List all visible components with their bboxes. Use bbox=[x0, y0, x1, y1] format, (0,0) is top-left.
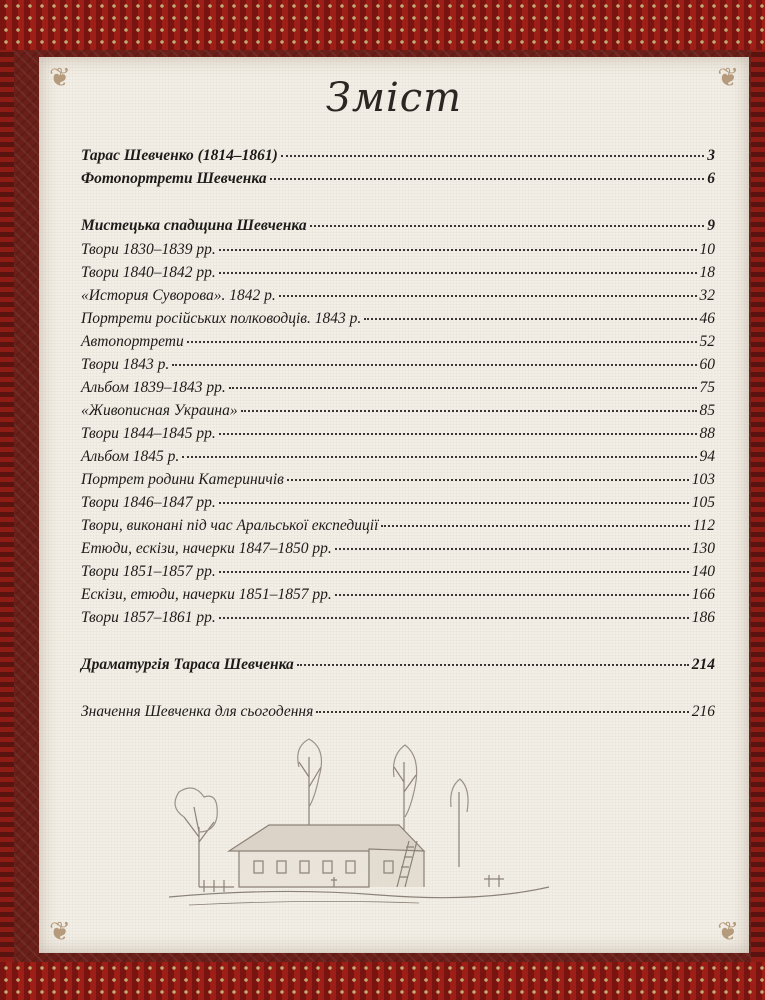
toc-entry[interactable] bbox=[81, 217, 715, 239]
toc-entry-label: Драматургія Тараса Шевченка bbox=[81, 656, 294, 673]
toc-entry-page: 103 bbox=[691, 471, 715, 488]
right-embroidery-band bbox=[751, 50, 765, 962]
house-sketch-illustration bbox=[159, 737, 559, 917]
toc-entry-page: 130 bbox=[691, 540, 715, 557]
dot-leader bbox=[241, 409, 697, 412]
toc-entry[interactable] bbox=[81, 241, 715, 263]
dot-leader bbox=[219, 432, 697, 435]
toc-entry-page: 60 bbox=[699, 356, 715, 373]
corner-ornament-icon: ❦ bbox=[49, 917, 71, 947]
toc-entry-label: Етюди, ескізи, начерки 1847–1850 рр. bbox=[81, 540, 332, 557]
toc-entry-label: Портрети російських полководців. 1843 р. bbox=[81, 310, 362, 327]
dot-leader bbox=[281, 154, 704, 157]
dot-leader bbox=[279, 294, 697, 297]
dot-leader bbox=[172, 363, 696, 366]
dot-leader bbox=[297, 663, 689, 666]
dot-leader bbox=[219, 501, 689, 504]
toc-entry-page: 88 bbox=[699, 425, 715, 442]
toc-entry-page: 46 bbox=[699, 310, 715, 327]
toc-entry-label: «Живописная Украина» bbox=[81, 402, 238, 419]
toc-entry-label: Твори 1830–1839 рр. bbox=[81, 241, 216, 258]
toc-entry[interactable] bbox=[81, 147, 715, 169]
toc-entry[interactable] bbox=[81, 471, 715, 493]
toc-entry-page: 85 bbox=[699, 402, 715, 419]
toc-entry-label: Портрет родини Катериничів bbox=[81, 471, 284, 488]
dot-leader bbox=[219, 570, 689, 573]
toc-entry[interactable] bbox=[81, 402, 715, 424]
dot-leader bbox=[381, 524, 690, 527]
toc-entry-label: Альбом 1839–1843 рр. bbox=[81, 379, 226, 396]
toc-entry[interactable] bbox=[81, 379, 715, 401]
toc-entry-label: Твори 1851–1857 рр. bbox=[81, 563, 216, 580]
toc-entry[interactable] bbox=[81, 563, 715, 585]
corner-ornament-icon: ❦ bbox=[717, 917, 739, 947]
toc-entry[interactable] bbox=[81, 287, 715, 309]
dot-leader bbox=[316, 710, 688, 713]
toc-entry-page: 112 bbox=[692, 517, 715, 534]
toc-entry[interactable] bbox=[81, 310, 715, 332]
toc-entry-page: 214 bbox=[691, 656, 715, 673]
toc-entry[interactable] bbox=[81, 517, 715, 539]
toc-entry-label: Твори 1840–1842 рр. bbox=[81, 264, 216, 281]
toc-entry-label: Твори, виконані під час Аральської експедиції bbox=[81, 517, 379, 534]
bottom-embroidery-border bbox=[0, 962, 765, 1000]
toc-entry-label: Тарас Шевченко (1814–1861) bbox=[81, 147, 278, 164]
toc-entry-label: Альбом 1845 р. bbox=[81, 448, 180, 465]
toc-entry[interactable] bbox=[81, 609, 715, 631]
dot-leader bbox=[219, 248, 697, 251]
toc-entry[interactable] bbox=[81, 494, 715, 516]
toc-entry-label: Твори 1846–1847 рр. bbox=[81, 494, 216, 511]
dot-leader bbox=[219, 616, 689, 619]
toc-entry-label: Твори 1844–1845 рр. bbox=[81, 425, 216, 442]
toc-entry[interactable] bbox=[81, 333, 715, 355]
left-embroidery-band bbox=[0, 50, 14, 962]
page-title: Зміст bbox=[325, 75, 463, 121]
toc-entry[interactable] bbox=[81, 586, 715, 608]
contents-page bbox=[39, 57, 749, 953]
toc-entry-page: 9 bbox=[707, 217, 715, 234]
toc-entry-label: Значення Шевченка для сьогодення bbox=[81, 703, 314, 720]
dot-leader bbox=[364, 317, 696, 320]
dot-leader bbox=[310, 224, 705, 227]
toc-entry-label: Твори 1857–1861 рр. bbox=[81, 609, 216, 626]
dot-leader bbox=[287, 478, 689, 481]
toc-entry-page: 186 bbox=[691, 609, 715, 626]
toc-entry-label: «История Суворова». 1842 р. bbox=[81, 287, 276, 304]
dot-leader bbox=[182, 455, 696, 458]
toc-entry-page: 140 bbox=[691, 563, 715, 580]
toc-entry[interactable] bbox=[81, 264, 715, 286]
toc-entry-page: 6 bbox=[707, 170, 715, 187]
dot-leader bbox=[187, 340, 697, 343]
toc-entry-page: 10 bbox=[699, 241, 715, 258]
dot-leader bbox=[229, 386, 697, 389]
toc-entry[interactable] bbox=[81, 170, 715, 192]
toc-entry-page: 216 bbox=[691, 703, 715, 720]
dot-leader bbox=[335, 593, 689, 596]
toc-entry[interactable] bbox=[81, 540, 715, 562]
toc-entry-label: Автопортрети bbox=[81, 333, 184, 350]
toc-entry-page: 3 bbox=[707, 147, 715, 164]
toc-entry-page: 75 bbox=[699, 379, 715, 396]
toc-entry-page: 18 bbox=[699, 264, 715, 281]
toc-entry-page: 105 bbox=[691, 494, 715, 511]
corner-ornament-icon: ❦ bbox=[717, 63, 739, 93]
toc-entry[interactable] bbox=[81, 703, 715, 725]
top-embroidery-border bbox=[0, 0, 765, 50]
toc-entry-label: Фотопортрети Шевченка bbox=[81, 170, 267, 187]
toc-entry-label: Мистецька спадщина Шевченка bbox=[81, 217, 307, 234]
toc-entry[interactable] bbox=[81, 425, 715, 447]
dot-leader bbox=[270, 177, 705, 180]
toc-entry-page: 32 bbox=[699, 287, 715, 304]
toc-entry-label: Твори 1843 р. bbox=[81, 356, 170, 373]
toc-entry[interactable] bbox=[81, 656, 715, 678]
toc-entry-page: 52 bbox=[699, 333, 715, 350]
toc-entry-label: Ескізи, етюди, начерки 1851–1857 рр. bbox=[81, 586, 332, 603]
corner-ornament-icon: ❦ bbox=[49, 63, 71, 93]
toc-entry-page: 94 bbox=[699, 448, 715, 465]
toc-entry[interactable] bbox=[81, 356, 715, 378]
dot-leader bbox=[335, 547, 689, 550]
toc-entry-page: 166 bbox=[691, 586, 715, 603]
toc-entry[interactable] bbox=[81, 448, 715, 470]
dot-leader bbox=[219, 271, 697, 274]
